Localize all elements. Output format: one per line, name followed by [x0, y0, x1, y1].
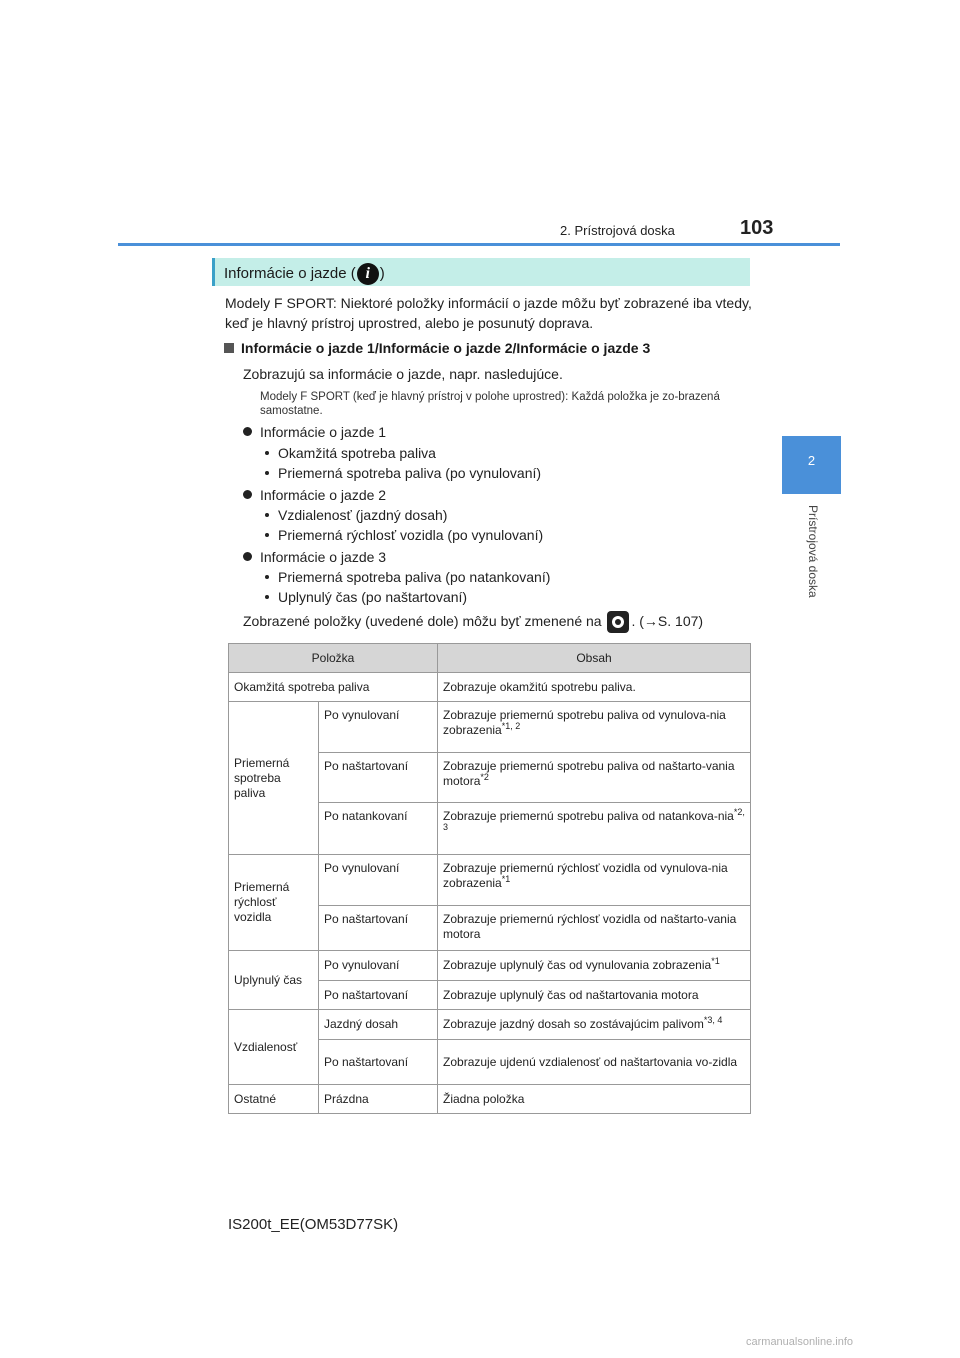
list-item [265, 525, 543, 545]
table-cell: Po naštartovaní [319, 1040, 438, 1085]
column-header-item: Položka [229, 644, 438, 673]
bullet-dot-icon [243, 552, 252, 561]
table-cell: Zobrazuje okamžitú spotrebu paliva. [438, 673, 751, 702]
sub-bullet-icon [265, 575, 269, 579]
table-cell [438, 906, 751, 951]
footnote-ref: *1 [711, 956, 720, 966]
table-cell: Prázdna [319, 1085, 438, 1114]
cell-text: Zobrazuje priemernú spotrebu paliva od vynulova-nia zobrazenia [443, 708, 726, 737]
cell-text: Zobrazuje priemernú rýchlosť vozidla od vynulova-nia zobrazenia [443, 861, 728, 890]
table-row [229, 702, 751, 753]
table-cell: Po natankovaní [319, 803, 438, 855]
table-cell-group: Priemerná spotreba paliva [229, 702, 319, 855]
chapter-tab-label: Prístrojová doska [806, 505, 820, 598]
table-cell [438, 855, 751, 906]
table-cell: Po vynulovaní [319, 855, 438, 906]
group-title-text: Informácie o jazde 2 [260, 487, 387, 503]
list-item-text: Priemerná spotreba paliva (po natankovaní) [278, 569, 551, 585]
list-item [265, 567, 550, 587]
table-cell [438, 1010, 751, 1040]
cell-text: Zobrazuje priemernú spotrebu paliva od natankova-nia [443, 809, 734, 823]
table-row [229, 1085, 751, 1114]
table-cell: Po vynulovaní [319, 951, 438, 981]
cell-text: Zobrazuje ujdenú vzdialenosť od naštartovania vo-zidla [443, 1054, 738, 1069]
table-cell-group: Uplynulý čas [229, 951, 319, 1010]
list-item-text: Priemerná spotreba paliva (po vynulovaní) [278, 465, 542, 481]
subsection-heading [224, 340, 650, 356]
table-row [229, 1010, 751, 1040]
list-item [265, 505, 447, 525]
table-cell: Po naštartovaní [319, 981, 438, 1010]
table-cell: Po naštartovaní [319, 906, 438, 951]
table-cell: Po vynulovaní [319, 702, 438, 753]
table-cell: Žiadna položka [438, 1085, 751, 1114]
description-text: Zobrazujú sa informácie o jazde, napr. nasledujúce. [243, 366, 563, 382]
list-item [265, 587, 467, 607]
sub-bullet-icon [265, 451, 269, 455]
table-cell: Okamžitá spotreba paliva [229, 673, 438, 702]
table-cell [438, 702, 751, 753]
table-header-row [229, 644, 751, 673]
cell-text: Zobrazuje jazdný dosah so zostávajúcim palivom [443, 1017, 704, 1031]
footnote-ref: *2, 3 [443, 807, 745, 832]
sub-bullet-icon [265, 533, 269, 537]
table-cell [438, 981, 751, 1010]
section-heading-text: Informácie o jazde ( [224, 264, 356, 282]
footnote-ref: *1, 2 [501, 721, 521, 731]
cell-text: Zobrazuje priemernú rýchlosť vozidla od naštarto-vania motora [443, 912, 737, 941]
table-cell [438, 1040, 751, 1085]
footnote-ref: *3, 4 [703, 1015, 723, 1025]
group-title-text: Informácie o jazde 3 [260, 549, 387, 565]
subsection-heading-text: Informácie o jazde 1/Informácie o jazde 2/Informácie o jazde 3 [241, 340, 651, 356]
cell-text: Zobrazuje uplynulý čas od vynulovania zobrazenia [443, 958, 712, 972]
settings-reference-text: Zobrazené položky (uvedené dole) môžu byť zmenené na [243, 613, 602, 629]
list-item [265, 443, 436, 463]
table-row [229, 673, 751, 702]
table-cell [438, 753, 751, 803]
group-title-text: Informácie o jazde 1 [260, 424, 387, 440]
items-table [228, 643, 751, 1114]
list-item-text: Vzdialenosť (jazdný dosah) [278, 507, 448, 523]
list-item [265, 463, 541, 483]
column-header-content: Obsah [438, 644, 751, 673]
group-title-2 [243, 485, 386, 505]
table-cell-group: Priemerná rýchlosť vozidla [229, 855, 319, 951]
cell-text: Zobrazuje uplynulý čas od naštartovania motora [443, 987, 699, 1002]
square-bullet-icon [224, 343, 234, 353]
table-cell: Jazdný dosah [319, 1010, 438, 1040]
page-number: 103 [740, 217, 774, 239]
table-row [229, 951, 751, 981]
table-row [229, 855, 751, 906]
settings-reference [243, 611, 703, 633]
footnote-ref: *1 [501, 874, 511, 884]
table-cell: Ostatné [229, 1085, 319, 1114]
group-title-1 [243, 422, 386, 442]
sub-bullet-icon [265, 471, 269, 475]
intro-paragraph: Modely F SPORT: Niektoré položky informácií o jazde môžu byť zobrazené iba vtedy, keď je hlavný prístroj uprostred, alebo je posunutý doprava. [225, 295, 752, 331]
group-title-3 [243, 547, 386, 567]
table-cell [438, 803, 751, 855]
settings-gear-icon [607, 611, 629, 633]
table-cell: Po naštartovaní [319, 753, 438, 803]
sub-bullet-icon [265, 595, 269, 599]
list-item-text: Priemerná rýchlosť vozidla (po vynulovaní) [278, 527, 544, 543]
document-code: IS200t_EE(OM53D77SK) [228, 1216, 399, 1233]
footnote-ref: *2 [480, 772, 489, 782]
info-icon: i [357, 263, 379, 285]
sub-bullet-icon [265, 513, 269, 517]
page-reference: . (→S. 107) [631, 613, 704, 629]
section-heading [212, 258, 750, 286]
cell-text: Zobrazuje priemernú spotrebu paliva od naštarto-vania motora [443, 759, 735, 788]
list-item-text: Okamžitá spotreba paliva [278, 445, 436, 461]
chapter-title: 2. Prístrojová doska [560, 223, 675, 238]
table-cell [438, 951, 751, 981]
chapter-tab-number: 2 [807, 453, 816, 468]
bullet-dot-icon [243, 427, 252, 436]
section-heading-close: ) [379, 264, 385, 282]
watermark: carmanualsonline.info [746, 1336, 854, 1348]
model-note: Modely F SPORT (keď je hlavný prístroj v polohe uprostred): Každá položka je zo-brazená samostatne. [260, 391, 720, 417]
list-item-text: Uplynulý čas (po naštartovaní) [278, 589, 468, 605]
header-rule [118, 243, 840, 246]
table-cell-group: Vzdialenosť [229, 1010, 319, 1085]
bullet-dot-icon [243, 490, 252, 499]
